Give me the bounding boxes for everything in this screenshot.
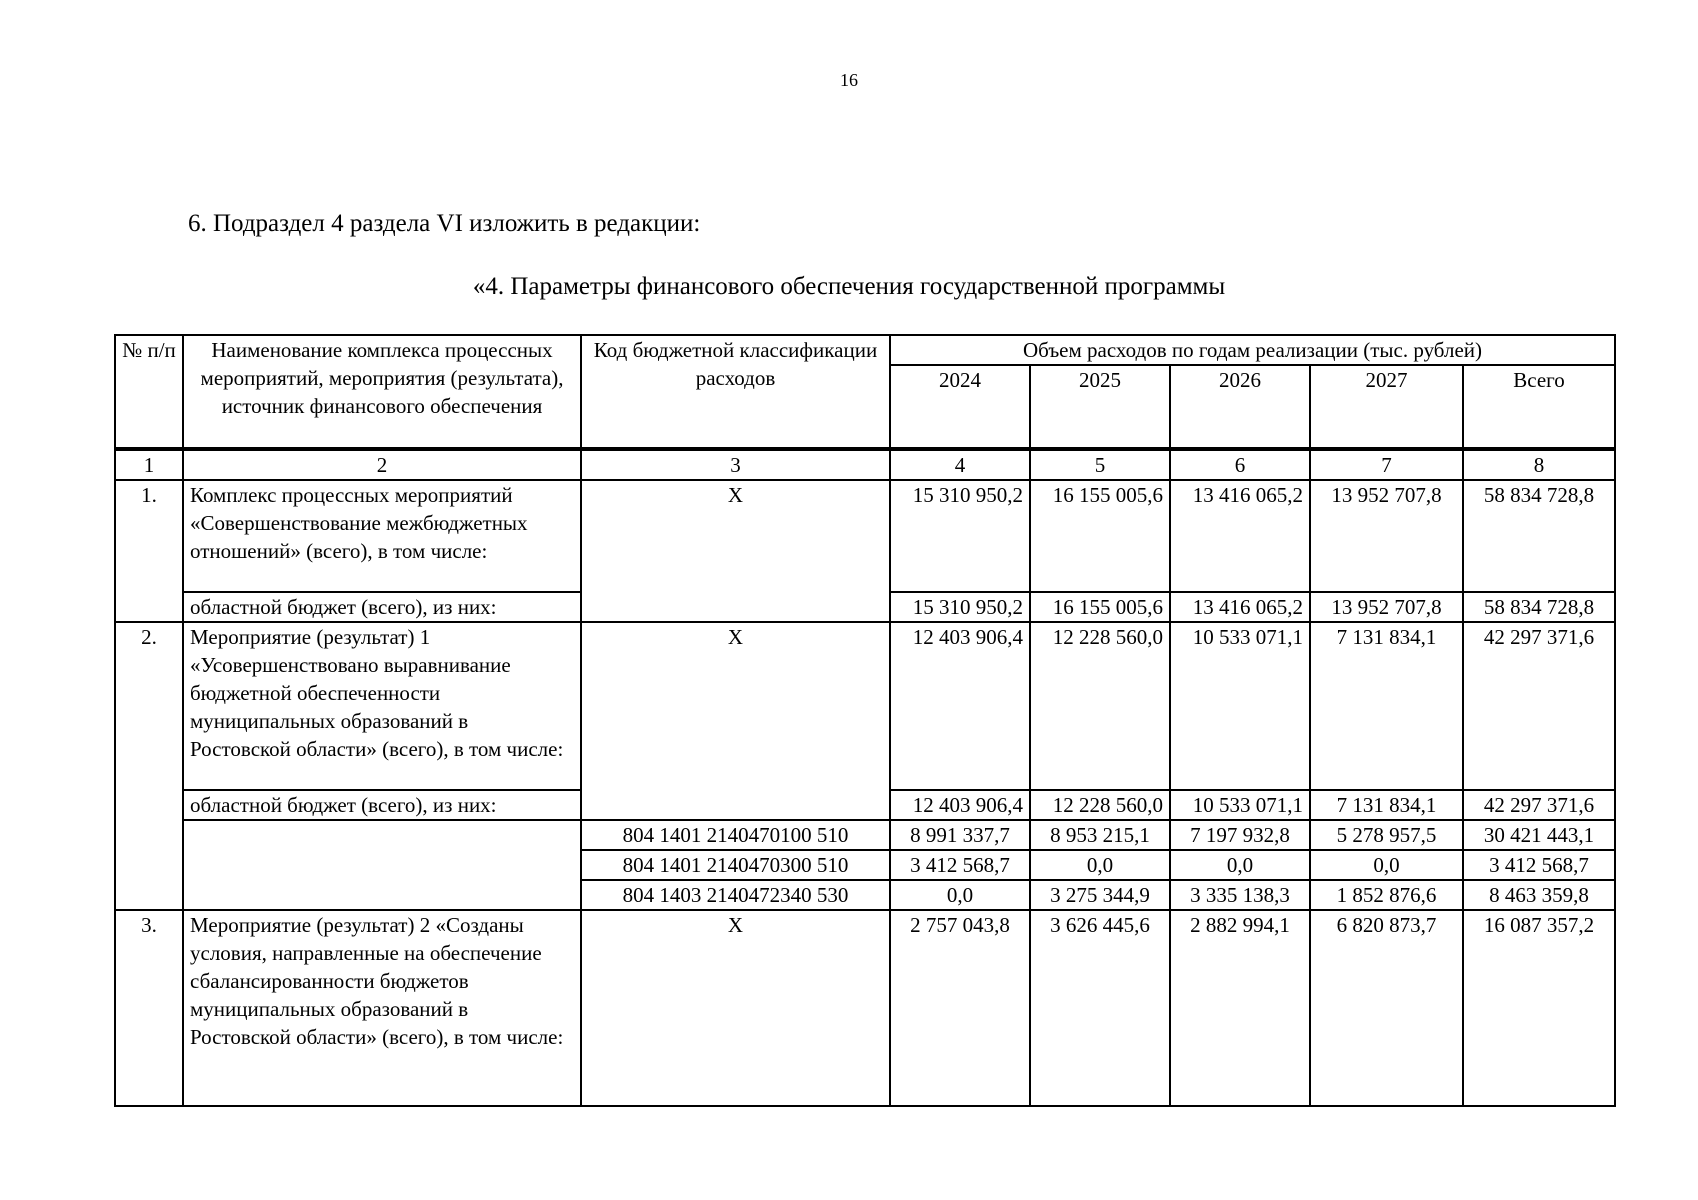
value-2025: 8 953 215,1 bbox=[1030, 820, 1170, 850]
value-2027: 0,0 bbox=[1310, 850, 1463, 880]
header-year-2027: 2027 bbox=[1310, 365, 1463, 449]
value-total: 58 834 728,8 bbox=[1463, 480, 1615, 592]
value-2025: 16 155 005,6 bbox=[1030, 592, 1170, 622]
header-name: Наименование комплекса процессных мероприятий, мероприятия (результата), источник финансового обеспечения bbox=[183, 335, 581, 449]
value-2024: 3 412 568,7 bbox=[890, 850, 1030, 880]
value-2025: 0,0 bbox=[1030, 850, 1170, 880]
value-2027: 13 952 707,8 bbox=[1310, 480, 1463, 592]
value-2027: 7 131 834,1 bbox=[1310, 622, 1463, 790]
value-2027: 7 131 834,1 bbox=[1310, 790, 1463, 820]
col-number: 7 bbox=[1310, 449, 1463, 480]
amendment-intro: 6. Подраздел 4 раздела VI изложить в редакции: bbox=[188, 210, 701, 237]
header-year-2024: 2024 bbox=[890, 365, 1030, 449]
row-name: Комплекс процессных мероприятий «Совершенствование межбюджетных отношений» (всего), в том числе: bbox=[183, 480, 581, 592]
col-number: 5 bbox=[1030, 449, 1170, 480]
table-row bbox=[115, 622, 1615, 790]
row-name: Мероприятие (результат) 1 «Усовершенствовано выравнивание бюджетной обеспеченности муниципальных образований в Ростовской области» (всего), в том числе: bbox=[183, 622, 581, 790]
value-2024: 12 403 906,4 bbox=[890, 622, 1030, 790]
row-name: Мероприятие (результат) 2 «Созданы условия, направленные на обеспечение сбалансированности бюджетов муниципальных образований в Ростовской области» (всего), в том числе: bbox=[183, 910, 581, 1106]
value-total: 3 412 568,7 bbox=[1463, 850, 1615, 880]
row-name: областной бюджет (всего), из них: bbox=[183, 592, 581, 622]
value-2027: 6 820 873,7 bbox=[1310, 910, 1463, 1106]
value-2027: 5 278 957,5 bbox=[1310, 820, 1463, 850]
row-code: X bbox=[581, 910, 890, 1106]
table-row bbox=[115, 480, 1615, 592]
page-number: 16 bbox=[840, 70, 858, 90]
header-total: Всего bbox=[1463, 365, 1615, 449]
value-2026: 7 197 932,8 bbox=[1170, 820, 1310, 850]
value-2026: 3 335 138,3 bbox=[1170, 880, 1310, 910]
section-heading: «4. Параметры финансового обеспечения государственной программы bbox=[472, 273, 1226, 300]
row-number: 1. bbox=[115, 480, 183, 622]
value-2024: 15 310 950,2 bbox=[890, 592, 1030, 622]
header-volume: Объем расходов по годам реализации (тыс. рублей) bbox=[890, 335, 1615, 365]
value-2024: 12 403 906,4 bbox=[890, 790, 1030, 820]
value-2026: 0,0 bbox=[1170, 850, 1310, 880]
col-number: 3 bbox=[581, 449, 890, 480]
financing-table bbox=[114, 334, 1616, 1107]
header-year-2026: 2026 bbox=[1170, 365, 1310, 449]
header-code: Код бюджетной классификации расходов bbox=[581, 335, 890, 449]
value-2027: 1 852 876,6 bbox=[1310, 880, 1463, 910]
value-2026: 10 533 071,1 bbox=[1170, 622, 1310, 790]
row-code: X bbox=[581, 622, 890, 820]
value-2025: 3 275 344,9 bbox=[1030, 880, 1170, 910]
value-2027: 13 952 707,8 bbox=[1310, 592, 1463, 622]
row-name: областной бюджет (всего), из них: bbox=[183, 790, 581, 820]
value-2025: 12 228 560,0 bbox=[1030, 622, 1170, 790]
row-code: 804 1401 2140470100 510 bbox=[581, 820, 890, 850]
value-2024: 2 757 043,8 bbox=[890, 910, 1030, 1106]
row-name-empty bbox=[183, 820, 581, 910]
value-2026: 10 533 071,1 bbox=[1170, 790, 1310, 820]
row-number: 2. bbox=[115, 622, 183, 910]
value-2025: 12 228 560,0 bbox=[1030, 790, 1170, 820]
value-2026: 13 416 065,2 bbox=[1170, 592, 1310, 622]
value-total: 16 087 357,2 bbox=[1463, 910, 1615, 1106]
col-number: 4 bbox=[890, 449, 1030, 480]
value-total: 42 297 371,6 bbox=[1463, 622, 1615, 790]
value-total: 8 463 359,8 bbox=[1463, 880, 1615, 910]
row-code: 804 1401 2140470300 510 bbox=[581, 850, 890, 880]
value-2025: 16 155 005,6 bbox=[1030, 480, 1170, 592]
table-row bbox=[115, 820, 1615, 850]
col-number: 1 bbox=[115, 449, 183, 480]
value-2024: 0,0 bbox=[890, 880, 1030, 910]
row-code: X bbox=[581, 480, 890, 622]
value-2026: 2 882 994,1 bbox=[1170, 910, 1310, 1106]
value-2026: 13 416 065,2 bbox=[1170, 480, 1310, 592]
value-2025: 3 626 445,6 bbox=[1030, 910, 1170, 1106]
value-2024: 15 310 950,2 bbox=[890, 480, 1030, 592]
table-row bbox=[115, 910, 1615, 1106]
header-year-2025: 2025 bbox=[1030, 365, 1170, 449]
value-total: 30 421 443,1 bbox=[1463, 820, 1615, 850]
header-num: № п/п bbox=[115, 335, 183, 449]
value-total: 42 297 371,6 bbox=[1463, 790, 1615, 820]
col-number: 2 bbox=[183, 449, 581, 480]
value-total: 58 834 728,8 bbox=[1463, 592, 1615, 622]
col-number: 8 bbox=[1463, 449, 1615, 480]
value-2024: 8 991 337,7 bbox=[890, 820, 1030, 850]
row-code: 804 1403 2140472340 530 bbox=[581, 880, 890, 910]
row-number: 3. bbox=[115, 910, 183, 1106]
col-number: 6 bbox=[1170, 449, 1310, 480]
